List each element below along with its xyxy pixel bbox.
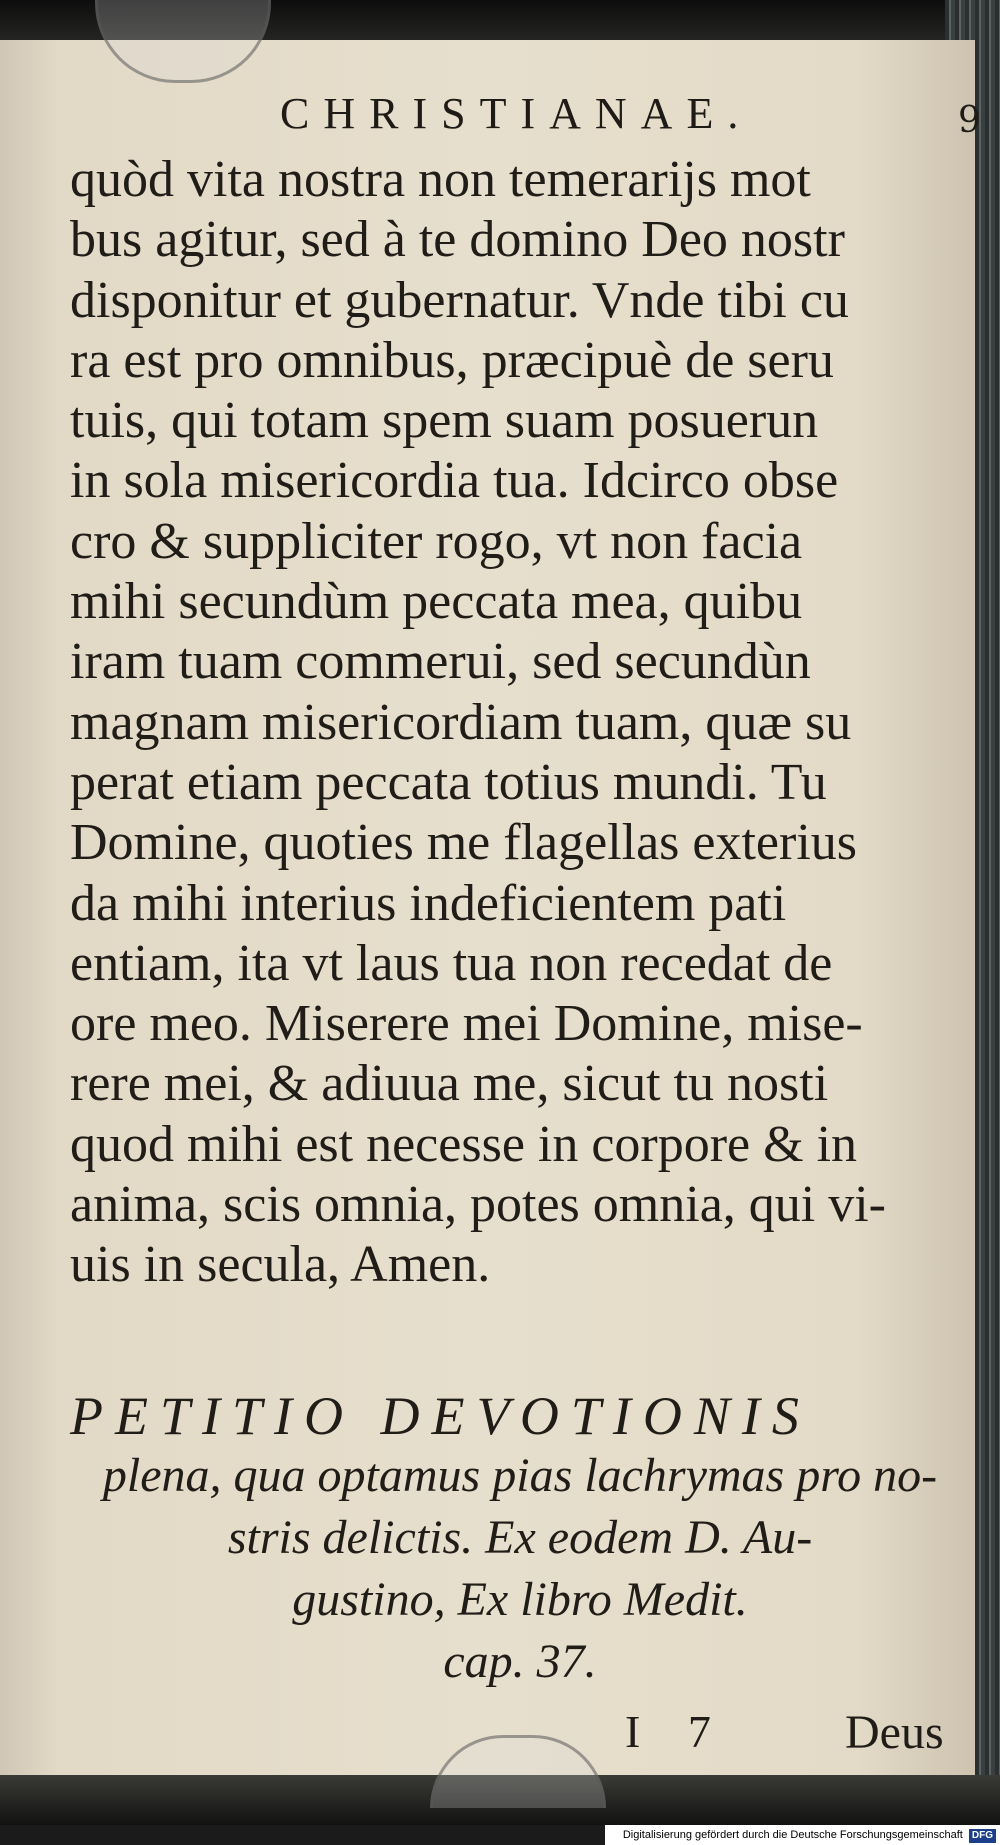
text-line: iram tuam commerui, sed secundùn (70, 633, 811, 691)
text-line: Domine, quoties me flagellas exterius (70, 814, 858, 872)
text-line: uis in secula, Amen. (70, 1236, 491, 1294)
subheading-line: cap. 37. (443, 1635, 597, 1688)
text-line: tuis, qui totam spem suam posuerun (70, 392, 819, 450)
body-text (70, 150, 970, 1296)
section-heading: PETITIO DEVOTIONIS (70, 1386, 811, 1446)
text-line: rere mei, & adiuua me, sicut tu nosti (70, 1055, 829, 1113)
text-line: magnam misericordiam tuam, quæ su (70, 693, 852, 751)
text-line: da mihi interius indeficientem pati (70, 874, 787, 932)
subheading-line: plena, qua optamus pias lachrymas pro no- (102, 1449, 938, 1502)
text-line: perat etiam peccata totius mundi. Tu (70, 753, 827, 811)
text-line: ore meo. Miserere mei Domine, mise- (70, 995, 863, 1053)
text-line: in sola misericordia tua. Idcirco obse (70, 452, 839, 510)
digitization-credit (605, 1825, 1000, 1845)
page-number: 9 (958, 100, 981, 141)
subheading-line: gustino, Ex libro Medit. (292, 1573, 748, 1626)
text-line: entiam, ita vt laus tua non recedat de (70, 934, 833, 992)
text-line: bus agitur, sed à te domino Deo nostr (70, 211, 845, 269)
book-page (0, 40, 981, 1780)
running-head: CHRISTIANAE. (280, 89, 753, 138)
text-line: disponitur et gubernatur. Vnde tibi cu (70, 271, 849, 329)
text-line: anima, scis omnia, potes omnia, qui vi- (70, 1176, 886, 1234)
credit-text: Digitalisierung gefördert durch die Deutsche Forschungsgemeinschaft (622, 1829, 963, 1841)
subheading-line: stris delictis. Ex eodem D. Au- (227, 1511, 813, 1564)
dfg-logo-icon: DFG (969, 1829, 996, 1843)
catchword: Deus (845, 1706, 944, 1759)
text-line: mihi secundùm peccata mea, quibu (70, 573, 803, 631)
signature-mark: I 7 (625, 1706, 729, 1757)
text-line: cro & suppliciter rogo, vt non facia (70, 512, 803, 570)
section-subheading (70, 1445, 970, 1693)
text-line: quod mihi est necesse in corpore & in (70, 1115, 858, 1173)
text-line: ra est pro omnibus, præcipuè de seru (70, 331, 834, 389)
text-line: quòd vita nostra non temerarijs mot (70, 151, 811, 208)
